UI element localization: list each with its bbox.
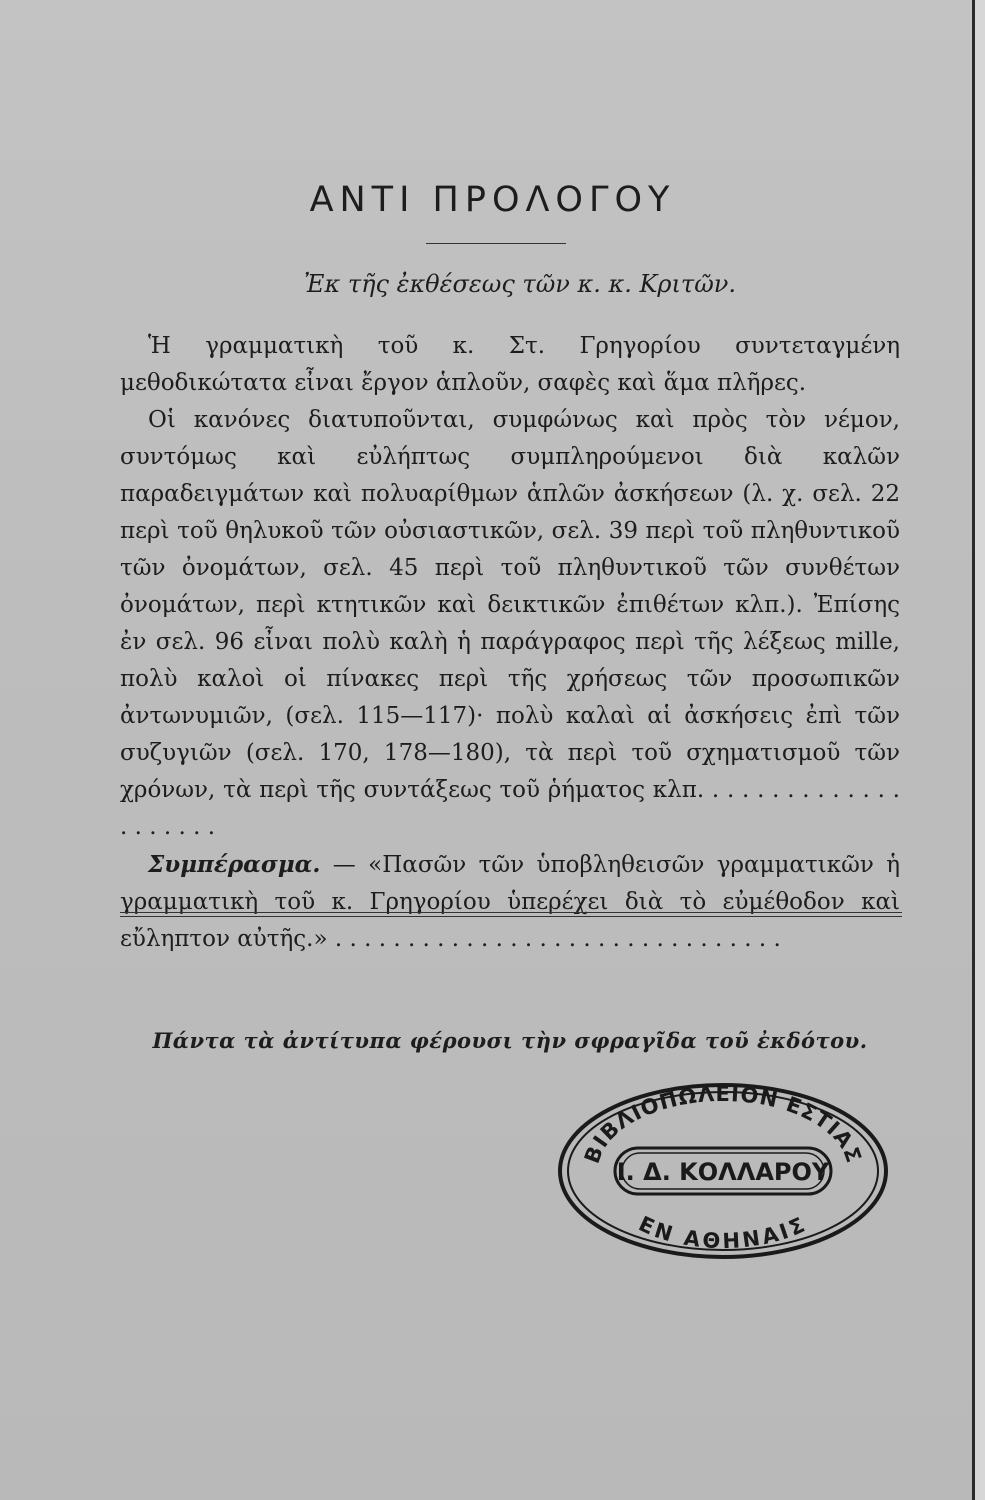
conclusion-text: — «Πασῶν τῶν ὑποβληθεισῶν γραμματικῶν ἡ γραμματικὴ τοῦ κ. Γρηγορίου ὑπερέχει διὰ τὸ εὐμέθοδον καὶ εὔληπτον αὐτῆς.» . . . . . . . . . . . . . . . . . . . . . . . . . . . . . . . bbox=[120, 852, 900, 952]
divider bbox=[120, 912, 902, 917]
conclusion-label: Συμπέρασμα. bbox=[148, 851, 321, 878]
page-edge bbox=[972, 0, 975, 1500]
conclusion-paragraph bbox=[120, 846, 900, 958]
body-text bbox=[120, 328, 900, 958]
page-heading: ΑΝΤΙ ΠΡΟΛΟΓΟΥ bbox=[309, 180, 676, 220]
stamp-bottom-text: ΕΝ ΑΘΗΝΑΙΣ bbox=[635, 1211, 811, 1254]
footer-note: Πάντα τὰ ἀντίτυπα φέρουσι τὴν σφραγῖδα τοῦ ἐκδότου. bbox=[152, 1028, 868, 1053]
paragraph-1: Ἡ γραμματικὴ τοῦ κ. Στ. Γρηγορίου συντεταγμένη μεθοδικώτατα εἶναι ἔργον ἁπλοῦν, σαφὲς καὶ ἅμα πλῆρες. bbox=[120, 333, 900, 396]
stamp-top-text: ΒΙΒΛΙΟΠΩΛΕΙΟΝ ΕΣΤΙΑΣ bbox=[579, 1081, 867, 1167]
stamp-center-text: Ι. Δ. ΚΟΛΛΑΡΟΥ bbox=[616, 1158, 830, 1186]
page-edge-shadow bbox=[975, 0, 985, 1500]
heading-rule bbox=[426, 243, 566, 244]
paragraph-2: Οἱ κανόνες διατυποῦνται, συμφώνως καὶ πρὸς τὸν νέμον, συντόμως καὶ εὐλήπτως συμπληρούμενοι διὰ καλῶν παραδειγμάτων καὶ πολυαρίθμων ἁπλῶν ἀσκήσεων (λ. χ. σελ. 22 περὶ τοῦ θηλυκοῦ τῶν οὐσιαστικῶν, σελ. 39 περὶ τοῦ πληθυντικοῦ τῶν ὀνομάτων, σελ. 45 περὶ τοῦ πληθυντικοῦ τῶν συνθέτων ὀνομάτων, περὶ κτητικῶν καὶ δεικτικῶν ἐπιθέτων κλπ.). Ἐπίσης ἐν σελ. 96 εἶναι πολὺ καλὴ ἡ παράγραφος περὶ τῆς λέξεως mille, πολὺ καλοὶ οἱ πίνακες περὶ τῆς χρήσεως τῶν προσωπικῶν ἀντωνυμιῶν, (σελ. 115—117)· πολὺ καλαὶ αἱ ἀσκήσεις ἐπὶ τῶν συζυγιῶν (σελ. 170, 178—180), τὰ περὶ τοῦ σχηματισμοῦ τῶν χρόνων, τὰ περὶ τῆς συντάξεως τοῦ ῥήματος κλπ. . . . . . . . . . . . . . . . . . . . . bbox=[120, 407, 900, 840]
subheading: Ἐκ τῆς ἐκθέσεως τῶν κ. κ. Κριτῶν. bbox=[304, 270, 736, 298]
publisher-stamp bbox=[553, 1076, 893, 1266]
